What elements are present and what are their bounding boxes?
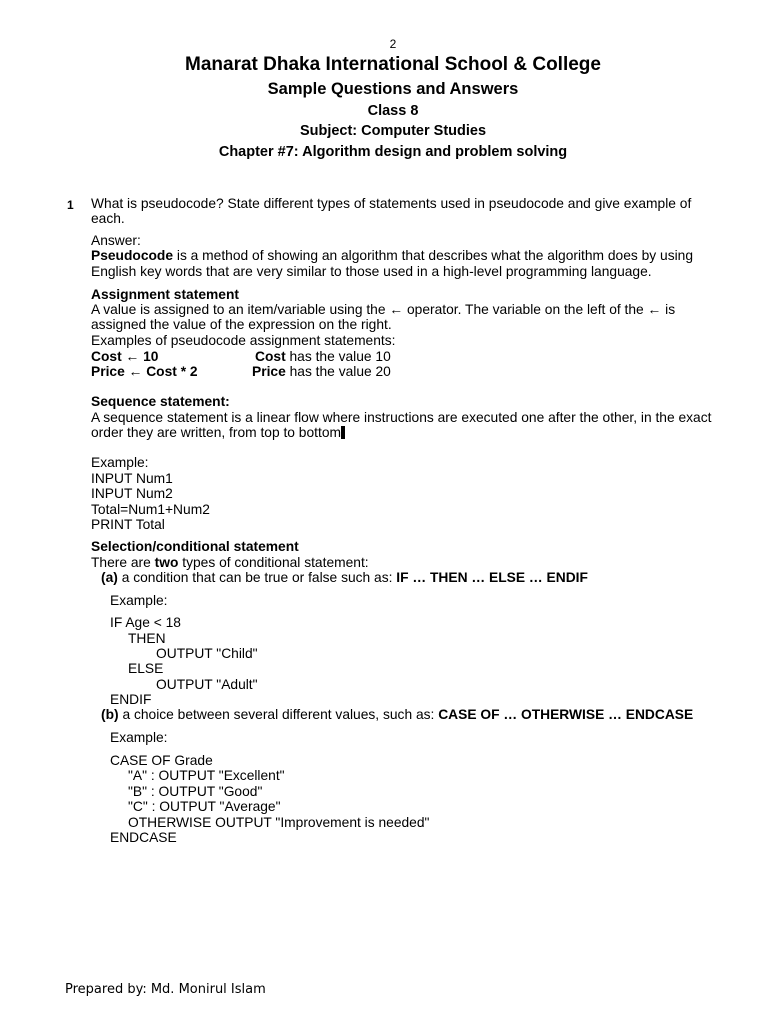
selection-type-a bbox=[101, 570, 588, 586]
type-a-keywords: IF … THEN … ELSE … ENDIF bbox=[396, 570, 588, 585]
assignment-line-2: assigned the value of the expression on the right. bbox=[91, 317, 392, 332]
text-cursor bbox=[341, 426, 345, 439]
type-b-code-line: "C" : OUTPUT "Average" bbox=[128, 799, 281, 814]
selection-intro bbox=[91, 555, 369, 571]
answer-intro-line-1 bbox=[91, 248, 693, 264]
type-b-text: a choice between several different values, such as: bbox=[118, 707, 439, 722]
assignment-line-1: A value is assigned to an item/variable using the ← operator. The variable on the left of the ← is bbox=[91, 302, 676, 317]
sequence-code-line: Total=Num1+Num2 bbox=[91, 502, 210, 517]
type-a-label: (a) bbox=[101, 570, 118, 585]
question-number: 1 bbox=[67, 198, 74, 212]
type-a-text: a condition that can be true or false such as: bbox=[117, 570, 397, 585]
sequence-line-1: A sequence statement is a linear flow where instructions are executed one after the other, in the exact bbox=[91, 410, 712, 425]
type-a-code-line: THEN bbox=[128, 631, 166, 646]
type-b-code-line: CASE OF Grade bbox=[110, 753, 213, 768]
type-b-keywords: CASE OF … OTHERWISE … ENDCASE bbox=[438, 707, 694, 722]
assignment-example-1-description bbox=[255, 349, 391, 365]
selection-intro-post: types of conditional statement: bbox=[178, 555, 369, 570]
sequence-heading: Sequence statement: bbox=[91, 394, 230, 409]
assignment-example-1-term: Cost bbox=[255, 349, 286, 364]
assignment-line-3: Examples of pseudocode assignment statements: bbox=[91, 333, 396, 348]
assignment-example-2-text: has the value 20 bbox=[285, 364, 391, 379]
assignment-heading: Assignment statement bbox=[91, 287, 239, 302]
document-title: Sample Questions and Answers bbox=[267, 80, 519, 98]
sequence-line-2 bbox=[91, 425, 345, 441]
type-a-example-label: Example: bbox=[110, 593, 168, 608]
chapter-label: Chapter #7: Algorithm design and problem solving bbox=[218, 144, 568, 160]
question-text-line-2: each. bbox=[91, 211, 125, 226]
assignment-example-1-code: Cost ← 10 bbox=[91, 349, 159, 364]
selection-heading: Selection/conditional statement bbox=[91, 539, 299, 554]
footer-prepared-by: Prepared by: Md. Monirul Islam bbox=[65, 982, 266, 997]
type-a-code-line: ENDIF bbox=[110, 692, 152, 707]
answer-label: Answer: bbox=[91, 233, 141, 248]
selection-intro-pre: There are bbox=[91, 555, 155, 570]
sequence-line-2-text: order they are written, from top to bottom bbox=[91, 425, 341, 440]
subject-label: Subject: Computer Studies bbox=[299, 123, 487, 139]
assignment-example-2-description bbox=[252, 364, 391, 380]
type-b-code-line: ENDCASE bbox=[110, 830, 177, 845]
selection-type-b bbox=[101, 707, 693, 723]
question-text-line-1: What is pseudocode? State different types of statements used in pseudocode and give example of bbox=[91, 196, 692, 211]
class-label: Class 8 bbox=[367, 103, 419, 119]
sequence-code-line: INPUT Num2 bbox=[91, 486, 173, 501]
sequence-code-line: PRINT Total bbox=[91, 517, 165, 532]
selection-intro-bold: two bbox=[154, 555, 179, 570]
assignment-example-2-code: Price ← Cost * 2 bbox=[91, 364, 198, 379]
sequence-example-label: Example: bbox=[91, 455, 149, 470]
assignment-example-1-text: has the value 10 bbox=[285, 349, 391, 364]
type-b-code-line: "A" : OUTPUT "Excellent" bbox=[128, 768, 285, 783]
answer-intro-text: is a method of showing an algorithm that describes what the algorithm does by using bbox=[173, 248, 694, 263]
type-b-label: (b) bbox=[101, 707, 119, 722]
type-b-code-line: "B" : OUTPUT "Good" bbox=[128, 784, 263, 799]
type-a-code-line: OUTPUT "Adult" bbox=[156, 677, 258, 692]
type-b-code-line: OTHERWISE OUTPUT "Improvement is needed" bbox=[128, 815, 430, 830]
type-a-code-line: ELSE bbox=[128, 661, 164, 676]
type-a-code-line: OUTPUT "Child" bbox=[156, 646, 258, 661]
pseudocode-term: Pseudocode bbox=[91, 248, 174, 263]
sequence-code-line: INPUT Num1 bbox=[91, 471, 173, 486]
school-name: Manarat Dhaka International School & College bbox=[185, 54, 601, 75]
type-a-code-line: IF Age < 18 bbox=[110, 615, 181, 630]
type-b-example-label: Example: bbox=[110, 730, 168, 745]
assignment-example-2-term: Price bbox=[252, 364, 286, 379]
answer-intro-line-2: English key words that are very similar to those used in a high-level programming language. bbox=[91, 264, 652, 279]
page-number: 2 bbox=[389, 37, 397, 51]
